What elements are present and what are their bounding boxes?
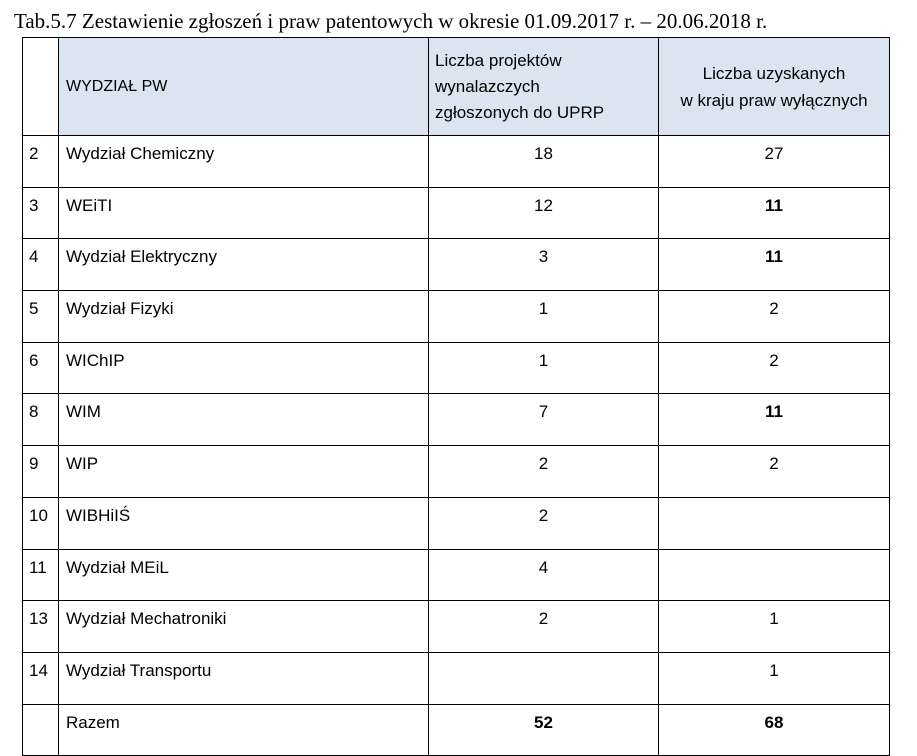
row-projects: 12 — [429, 187, 659, 239]
row-number: 11 — [23, 549, 59, 601]
row-rights: 11 — [659, 394, 890, 446]
row-faculty: WEiTI — [59, 187, 429, 239]
table-row — [23, 187, 890, 239]
row-rights: 2 — [659, 291, 890, 343]
row-rights: 2 — [659, 342, 890, 394]
row-faculty: Wydział Fizyki — [59, 291, 429, 343]
total-rights: 68 — [659, 704, 890, 756]
row-number: 3 — [23, 187, 59, 239]
header-projects-line: Liczba projektów — [435, 50, 562, 70]
row-rights — [659, 549, 890, 601]
header-projects-line: zgłoszonych do UPRP — [435, 102, 605, 122]
row-faculty: Wydział MEiL — [59, 549, 429, 601]
table-body — [23, 136, 890, 756]
total-row — [23, 704, 890, 756]
row-faculty: Wydział Mechatroniki — [59, 601, 429, 653]
row-projects: 4 — [429, 549, 659, 601]
row-projects — [429, 652, 659, 704]
header-projects — [429, 38, 659, 136]
header-rights-line: Liczba uzyskanych — [702, 63, 846, 83]
table-row — [23, 239, 890, 291]
row-rights — [659, 497, 890, 549]
row-faculty: WIM — [59, 394, 429, 446]
row-faculty: Wydział Elektryczny — [59, 239, 429, 291]
row-projects: 1 — [429, 342, 659, 394]
row-number: 9 — [23, 446, 59, 498]
total-label: Razem — [59, 704, 429, 756]
row-projects: 2 — [429, 446, 659, 498]
header-rights-line: w kraju praw wyłącznych — [680, 90, 868, 110]
header-rights — [659, 38, 890, 136]
row-number: 6 — [23, 342, 59, 394]
row-faculty: Wydział Chemiczny — [59, 136, 429, 188]
row-number: 4 — [23, 239, 59, 291]
row-number: 14 — [23, 652, 59, 704]
header-faculty: WYDZIAŁ PW — [59, 38, 429, 136]
row-rights: 11 — [659, 187, 890, 239]
table-row — [23, 394, 890, 446]
table-caption: Tab.5.7 Zestawienie zgłoszeń i praw patentowych w okresie 01.09.2017 r. – 20.06.2018 r. — [14, 9, 768, 33]
total-number — [23, 704, 59, 756]
patent-table — [22, 37, 890, 756]
row-number: 13 — [23, 601, 59, 653]
table-header-row — [23, 38, 890, 136]
row-projects: 18 — [429, 136, 659, 188]
row-rights: 1 — [659, 601, 890, 653]
row-faculty: Wydział Transportu — [59, 652, 429, 704]
total-projects: 52 — [429, 704, 659, 756]
table-row — [23, 652, 890, 704]
table-row — [23, 291, 890, 343]
table-row — [23, 601, 890, 653]
table-row — [23, 446, 890, 498]
table-row — [23, 497, 890, 549]
row-rights: 1 — [659, 652, 890, 704]
row-faculty: WIBHiIŚ — [59, 497, 429, 549]
row-faculty: WIChIP — [59, 342, 429, 394]
row-number: 2 — [23, 136, 59, 188]
table-row — [23, 342, 890, 394]
row-rights: 11 — [659, 239, 890, 291]
row-projects: 1 — [429, 291, 659, 343]
row-projects: 3 — [429, 239, 659, 291]
row-projects: 7 — [429, 394, 659, 446]
header-projects-line: wynalazczych — [435, 76, 540, 96]
table-row — [23, 136, 890, 188]
row-number: 10 — [23, 497, 59, 549]
row-rights: 27 — [659, 136, 890, 188]
header-num — [23, 38, 59, 136]
row-projects: 2 — [429, 601, 659, 653]
row-number: 5 — [23, 291, 59, 343]
row-faculty: WIP — [59, 446, 429, 498]
row-projects: 2 — [429, 497, 659, 549]
table-row — [23, 549, 890, 601]
row-number: 8 — [23, 394, 59, 446]
row-rights: 2 — [659, 446, 890, 498]
